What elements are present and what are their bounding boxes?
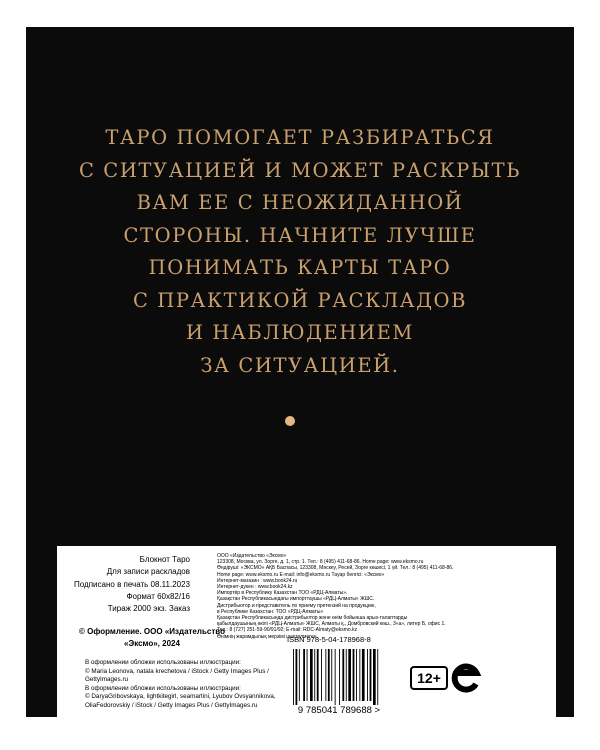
barcode-bar [367, 649, 368, 701]
barcode-bar [348, 649, 351, 701]
barcode-bar [362, 649, 365, 701]
book-format: Формат 60x82/16 [126, 591, 190, 601]
barcode-bar [314, 649, 315, 701]
imprint-line: Интернет-магазин : www.book24.ru [217, 577, 298, 584]
print-run: Тираж 2000 экз. Заказ [107, 604, 190, 614]
imprint-line: Тел.: 8 (727) 251-59-90/91/92; E-mail: RDC-Almaty@eksmo.kz [217, 627, 358, 634]
barcode-bar [317, 649, 319, 701]
copyright-design [57, 626, 247, 650]
credit-line: В оформлении обложки использованы иллюстрации: [85, 684, 241, 692]
credit-line: OliaFedorovskiy / iStock / Getty Images Plus / GettyImages.ru [85, 701, 258, 709]
tagline-line: ПОНИМАТЬ КАРТЫ ТАРО [148, 256, 452, 279]
imprint-line: Дистрибьютор и представитель по приему претензий на продукцию, [217, 602, 376, 609]
tagline-line: СТОРОНЫ. НАЧНИТЕ ЛУЧШЕ [123, 223, 477, 247]
imprint-line: Өндіруші: «ЭКСМО» АҚБ Баспасы, 123308, Мәскеу, Ресей, Зорге көшесі, 1 үй. Тел.: 8 (495) 411-68-86. [217, 565, 454, 572]
credit-line: © Maria Leonova, natala krechetova / iStock / Getty Images Plus / [85, 667, 269, 675]
barcode-bar [342, 649, 344, 701]
tagline-line: С ПРАКТИКОЙ РАСКЛАДОВ [132, 288, 468, 312]
imprint-line: Қазақстан Республикасында дистрибьютор және өнім бойынша арыз-талаптарды [217, 615, 408, 622]
barcode-bar [356, 649, 357, 701]
gold-dot [285, 416, 295, 426]
tagline-line: ВАМ ЕЕ С НЕОЖИДАННОЙ [136, 191, 464, 214]
imprint-line: қабылдаушының өкілі «РДЦ-Алматы» ЖШС, Алматы қ., Домбровский көш., 3«а», литер Б, офис 1. [217, 621, 446, 628]
barcode-bar [373, 649, 376, 705]
tagline-line: И НАБЛЮДЕНИЕМ [186, 321, 414, 344]
credit-line: © DaryaGribovskaya, lightkitegirl, seamartini, Lyubov Ovsyannikova, [85, 693, 276, 700]
barcode-bar [346, 649, 347, 701]
barcode-bar [335, 649, 336, 705]
barcode-bar [321, 649, 322, 701]
barcode-bar [370, 649, 372, 701]
barcode-bar [328, 649, 330, 701]
imprint-line: 123308, Москва, ул. Зорге, д. 1, стр. 1. Тел.: 8 (495) 411-68-86. Home page: www.eksmo.ru [217, 559, 424, 566]
illustration-credits [85, 659, 276, 710]
imprint-line: Қазақстан Республикасындағы импорттаушы «РДЦ-Алматы» ЖШС. [217, 596, 375, 603]
barcode-bar [339, 649, 340, 705]
imprint-line: Home page: www.eksmo.ru E-mail: info@eksmo.ru Тауар белгісі: «Эксмо» [217, 571, 385, 578]
credit-line: В оформлении обложки использованы иллюстрации: [85, 659, 241, 666]
imprint-line: Өнімнің жарамдылық мерзімі шектелмеген. [217, 633, 318, 640]
book-info [57, 554, 190, 615]
tagline [26, 122, 574, 382]
publisher-imprint [217, 553, 554, 640]
barcode-bar [303, 649, 305, 701]
barcode-bar [307, 649, 308, 701]
barcode-bar [310, 649, 313, 701]
signed-date: Подписано в печать 08.11.2023 [74, 579, 190, 589]
copyright-line: «Эксмо», 2024 [124, 639, 180, 648]
eksmo-logo-icon [445, 658, 485, 698]
imprint-line: в Республике Казахстан: ТОО «РДЦ-Алматы» [217, 608, 324, 615]
imprint-line: ООО «Издательство «Эксмо» [217, 553, 287, 559]
barcode-bar [299, 649, 300, 701]
barcode-bar [331, 649, 332, 701]
tagline-line: ЗА СИТУАЦИЕЙ. [200, 353, 400, 377]
barcode-bar [377, 649, 378, 705]
barcode-bar [359, 649, 360, 701]
isbn: ISBN 978-5-04-178968-8 [287, 635, 371, 644]
copyright-line: © Оформление. ООО «Издательство [79, 627, 225, 636]
age-rating-badge: 12+ [410, 666, 448, 690]
tagline-line: ТАРО ПОМОГАЕТ РАЗБИРАТЬСЯ [105, 126, 495, 149]
credit-line: GettyImages.ru [85, 676, 129, 683]
book-subtitle: Для записи раскладов [106, 567, 190, 577]
barcode-bar [325, 649, 326, 701]
imprint-line: Интернет-дүкен : www.book24.kz [217, 584, 293, 591]
barcode-bar [296, 649, 298, 705]
tagline-line: С СИТУАЦИЕЙ И МОЖЕТ РАСКРЫТЬ [78, 158, 522, 182]
barcode [287, 647, 392, 715]
barcode-digits: 9 785041 789688 > [297, 705, 381, 715]
book-title: Блокнот Таро [139, 555, 190, 564]
barcode-bar [353, 649, 355, 701]
barcode-bar [293, 649, 294, 705]
imprint-panel [57, 546, 556, 717]
imprint-line: Импортёр в Республику Казахстан ТОО «РДЦ-Алматы». [217, 590, 348, 597]
